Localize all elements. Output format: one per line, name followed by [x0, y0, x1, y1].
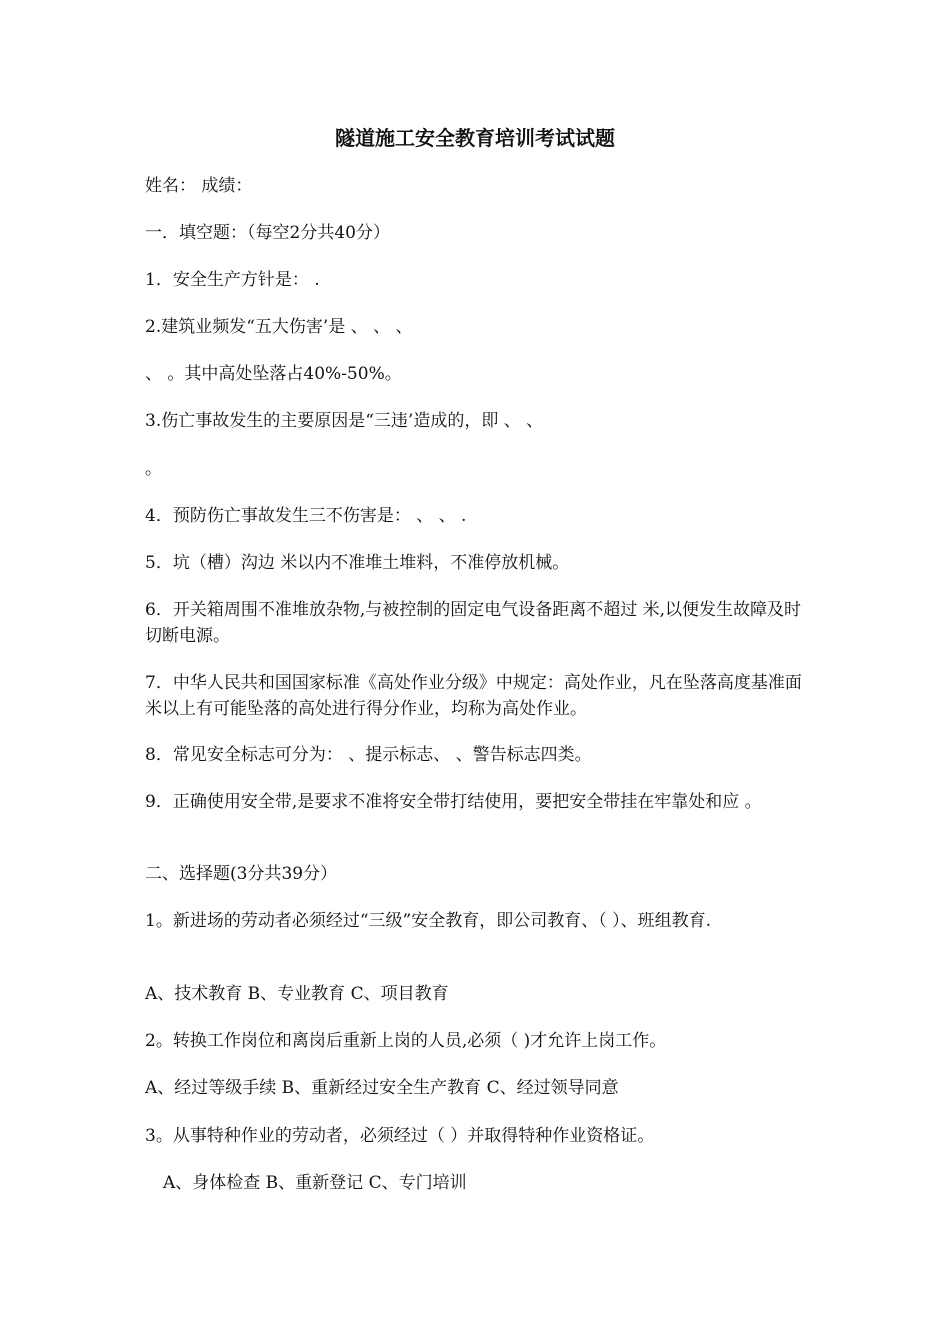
section2-heading: 二、选择题(3分共39分） [145, 864, 338, 884]
name-score-line: 姓名： 成绩： [145, 176, 253, 196]
fill-item-4: 4．预防伤亡事故发生三不伤害是： 、 、 . [145, 506, 467, 526]
fill-item-5: 5．坑（槽）沟边 米以内不准堆土堆料，不准停放机械。 [145, 553, 570, 573]
choice-q2: 2。转换工作岗位和离岗后重新上岗的人员,必须（ )才允许上岗工作。 [145, 1031, 667, 1051]
fill-item-8: 8．常见安全标志可分为： 、提示标志、 、警告标志四类。 [145, 745, 592, 765]
choice-q3: 3。从事特种作业的劳动者，必须经过（ ）并取得特种作业资格证。 [145, 1126, 655, 1146]
choice-q3-options: A、身体检查 B、重新登记 C、专门培训 [163, 1173, 467, 1193]
fill-item-6: 6．开关箱周围不准堆放杂物,与被控制的固定电气设备距离不超过 米,以便发生故障及时切断电源。 [145, 600, 802, 646]
choice-q1: 1。新进场的劳动者必须经过“三级”安全教育，即公司教育、（ ）、班组教育. [145, 911, 712, 931]
fill-item-3: 3.伤亡事故发生的主要原因是“三违’造成的，即 、 、 [145, 411, 544, 431]
fill-item-2-cont: 、 。其中高处坠落占40%-50%。 [145, 364, 402, 384]
document-title: 隧道施工安全教育培训考试试题 [335, 126, 615, 150]
fill-item-9: 9．正确使用安全带,是要求不准将安全带打结使用，要把安全带挂在牢靠处和应 。 [145, 792, 762, 812]
fill-item-2: 2.建筑业频发“五大伤害’是 、 、 、 [145, 317, 413, 337]
fill-item-1: 1．安全生产方针是： . [145, 270, 320, 290]
fill-item-3-cont: 。 [145, 459, 162, 479]
choice-q1-options: A、技术教育 B、专业教育 C、项目教育 [145, 984, 449, 1004]
section1-heading: 一．填空题：（每空2分共40分） [145, 223, 390, 243]
choice-q2-options: A、经过等级手续 B、重新经过安全生产教育 C、经过领导同意 [145, 1078, 619, 1098]
fill-item-7: 7．中华人民共和国国家标准《高处作业分级》中规定：高处作业，凡在坠落高度基准面 米以上有可能坠落的高处进行得分作业，均称为高处作业。 [145, 673, 802, 719]
